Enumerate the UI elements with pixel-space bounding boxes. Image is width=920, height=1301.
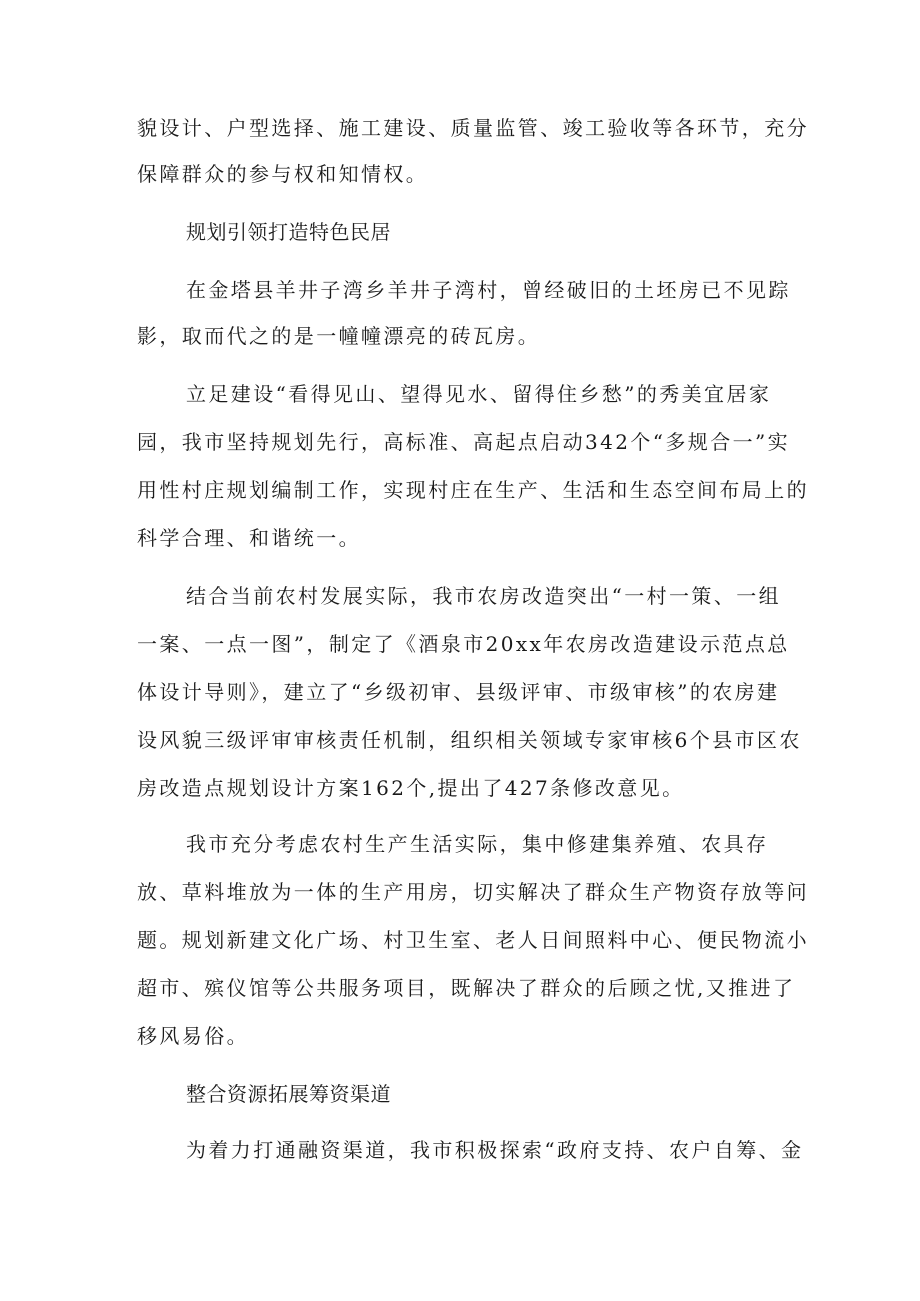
- paragraph-line: 我市充分考虑农村生产生活实际，集中修建集养殖、农具存: [186, 832, 769, 856]
- paragraph-line: 影，取而代之的是一幢幢漂亮的砖瓦房。: [137, 324, 541, 348]
- paragraph-line: 放、草料堆放为一体的生产用房，切实解决了群众生产物资存放等问: [137, 880, 809, 904]
- paragraph-line: 超市、殡仪馆等公共服务项目，既解决了群众的后顾之忧,又推进了: [137, 976, 796, 1000]
- paragraph-line: 为着力打通融资渠道，我市积极探索“政府支持、农户自筹、金: [186, 1138, 804, 1162]
- paragraph-line: 一案、一点一图”，制定了《酒泉市20xx年农房改造建设示范点总: [137, 632, 790, 656]
- paragraph-line: 立足建设“看得见山、望得见水、留得住乡愁”的秀美宜居家: [186, 382, 772, 406]
- paragraph-line: 结合当前农村发展实际，我市农房改造突出“一村一策、一组: [186, 584, 782, 608]
- paragraph-line: 在金塔县羊井子湾乡羊井子湾村，曾经破旧的土坯房已不见踪: [186, 278, 791, 302]
- paragraph-line: 移风易俗。: [137, 1024, 249, 1048]
- paragraph-line: 园，我市坚持规划先行，高标准、高起点启动342个“多规合一”实: [137, 430, 791, 454]
- section-heading-1: 规划引领打造特色民居: [186, 220, 391, 244]
- paragraph-line: 体设计导则》，建立了“乡级初审、县级评审、市级审核”的农房建: [137, 680, 780, 704]
- paragraph-line: 房改造点规划设计方案162个,提出了427条修改意见。: [137, 776, 685, 800]
- paragraph-line: 貌设计、户型选择、施工建设、质量监管、竣工验收等各环节，充分: [137, 116, 809, 140]
- paragraph-line: 题。规划新建文化广场、村卫生室、老人日间照料中心、便民物流小: [137, 928, 809, 952]
- paragraph-line: 设风貌三级评审审核责任机制，组织相关领域专家审核6个县市区农: [137, 728, 802, 752]
- section-heading-2: 整合资源拓展筹资渠道: [186, 1082, 391, 1106]
- paragraph-line: 科学合理、和谐统一。: [137, 526, 361, 550]
- paragraph-line: 保障群众的参与权和知情权。: [137, 162, 429, 186]
- paragraph-line: 用性村庄规划编制工作，实现村庄在生产、生活和生态空间布局上的: [137, 478, 809, 502]
